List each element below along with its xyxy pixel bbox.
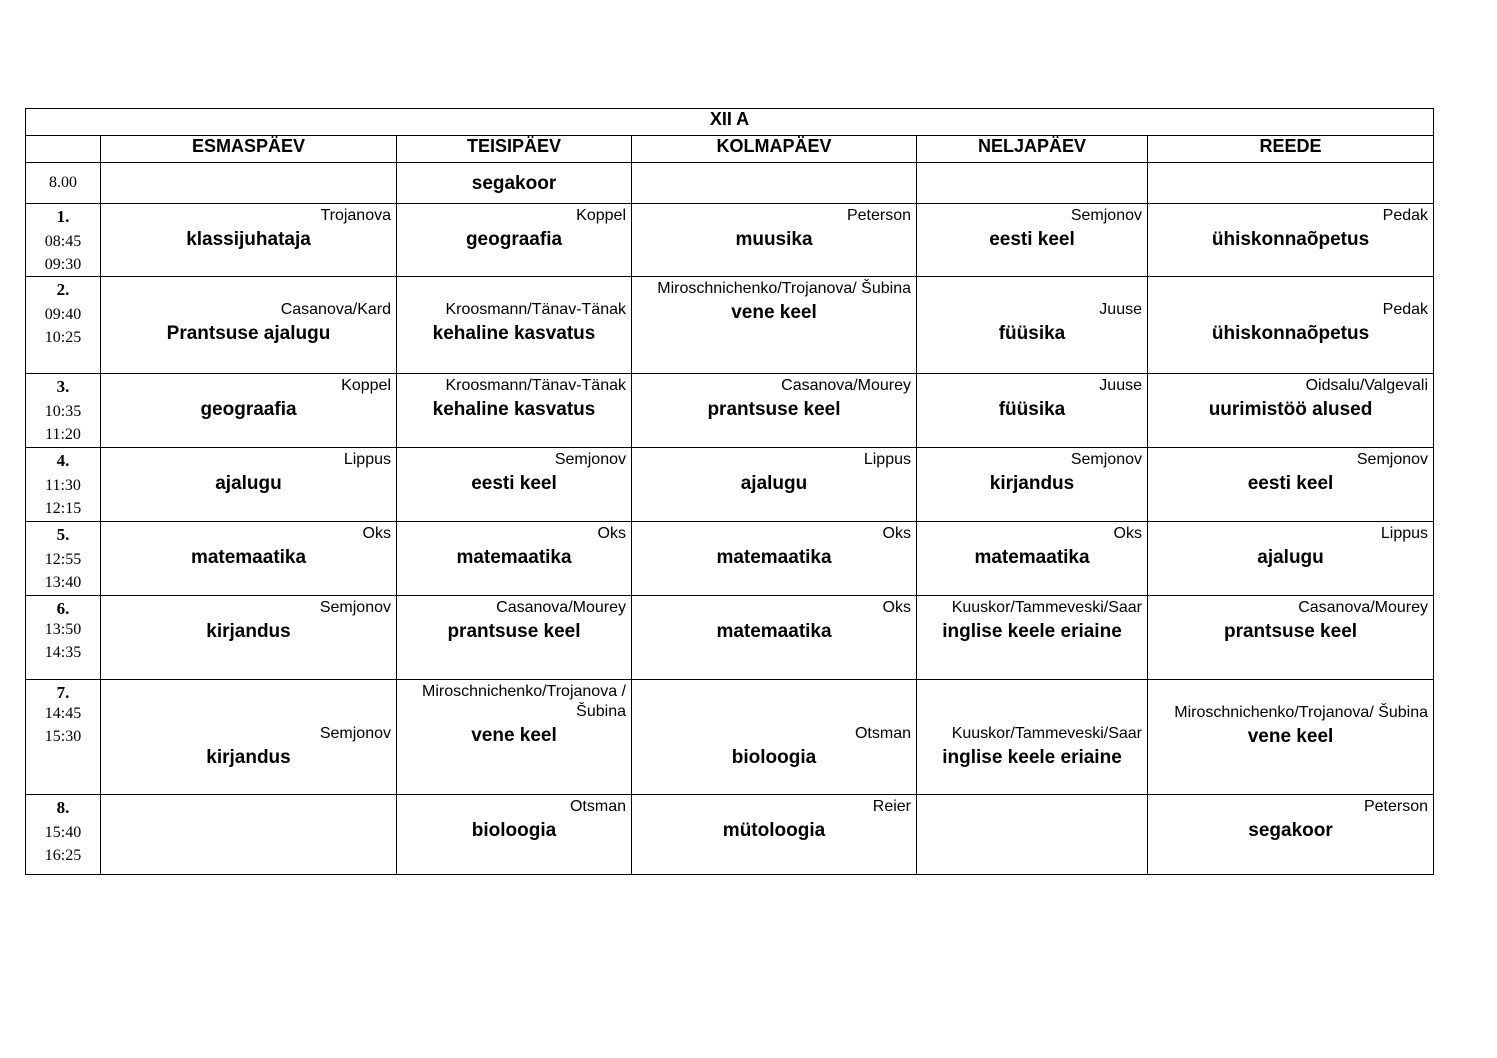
subject-name: matemaatika bbox=[716, 547, 832, 568]
lesson-cell-friday bbox=[1148, 680, 1434, 795]
lesson-cell-monday bbox=[101, 680, 397, 795]
lesson-cell-tuesday bbox=[397, 277, 632, 374]
subject-name: vene keel bbox=[1247, 726, 1334, 747]
lesson-cell-tuesday bbox=[397, 374, 632, 448]
subject-name: eesti keel bbox=[1247, 473, 1334, 494]
lesson-row bbox=[26, 522, 1434, 596]
teacher-name: Casanova/Mourey bbox=[496, 599, 626, 616]
teacher-name: Kuuskor/Tammeveski/Saar bbox=[951, 725, 1142, 742]
lesson-start-time: 11:30 bbox=[45, 477, 81, 494]
subject-name: geograafia bbox=[200, 399, 297, 420]
subject-name: matemaatika bbox=[190, 547, 307, 568]
lesson-number: 7. bbox=[56, 683, 70, 702]
lesson-cell-wednesday bbox=[632, 795, 917, 875]
day-header-row bbox=[26, 136, 1434, 163]
subject-name: kirjandus bbox=[989, 473, 1075, 494]
subject-name: vene keel bbox=[471, 725, 557, 746]
lesson-time-cell bbox=[26, 374, 101, 448]
subject-name: prantsuse keel bbox=[707, 399, 841, 420]
lesson-end-time: 11:20 bbox=[45, 426, 81, 443]
lesson-number: 1. bbox=[56, 207, 70, 226]
teacher-name: Casanova/Mourey bbox=[781, 377, 911, 394]
lesson-end-time: 12:15 bbox=[44, 500, 82, 517]
lesson-cell-tuesday bbox=[397, 795, 632, 875]
lesson-cell-monday bbox=[101, 204, 397, 277]
lesson-start-time: 15:40 bbox=[44, 824, 82, 841]
teacher-name: Lippus bbox=[1380, 525, 1429, 542]
teacher-name: Pedak bbox=[1382, 301, 1429, 318]
day-header-tuesday: TEISIPÄEV bbox=[397, 136, 632, 163]
lesson-number: 8. bbox=[56, 798, 70, 817]
lesson-end-time: 14:35 bbox=[44, 644, 82, 661]
lesson-cell-tuesday bbox=[397, 680, 632, 795]
lesson-cell-wednesday bbox=[632, 522, 917, 596]
lesson-number: 5. bbox=[56, 525, 70, 544]
lesson-number: 4. bbox=[56, 451, 70, 470]
lesson-cell-thursday bbox=[917, 277, 1148, 374]
lesson-cell-friday bbox=[1148, 204, 1434, 277]
teacher-name: Otsman bbox=[854, 725, 911, 742]
lesson-end-time: 10:25 bbox=[44, 329, 82, 346]
teacher-name: Oks bbox=[882, 525, 911, 542]
teacher-name: Oks bbox=[597, 525, 626, 542]
lesson-row bbox=[26, 448, 1434, 522]
teacher-name: Semjonov bbox=[554, 451, 626, 468]
lesson-start-time: 09:40 bbox=[44, 306, 82, 323]
timetable bbox=[25, 108, 1434, 875]
subject-name: klassijuhataja bbox=[186, 229, 311, 250]
teacher-name: Semjonov bbox=[1356, 451, 1429, 468]
lesson-cell-thursday bbox=[917, 448, 1148, 522]
lesson-end-time: 16:25 bbox=[44, 847, 82, 864]
lesson-row bbox=[26, 795, 1434, 875]
teacher-name: Semjonov bbox=[1070, 451, 1142, 468]
lesson-cell-thursday bbox=[917, 163, 1148, 204]
subject-name: prantsuse keel bbox=[1223, 621, 1358, 642]
lesson-cell-friday bbox=[1148, 448, 1434, 522]
teacher-name: Oks bbox=[1113, 525, 1142, 542]
lesson-cell-thursday bbox=[917, 596, 1148, 680]
lesson-time-cell bbox=[26, 204, 101, 277]
lesson-start-time: 14:45 bbox=[44, 705, 82, 722]
subject-name: kehaline kasvatus bbox=[432, 399, 596, 420]
lesson-cell-monday bbox=[101, 522, 397, 596]
lesson-time-cell bbox=[26, 795, 101, 875]
lesson-cell-monday bbox=[101, 448, 397, 522]
teacher-name: Koppel bbox=[576, 207, 626, 224]
lesson-time-cell bbox=[26, 163, 101, 204]
teacher-name: Casanova/Mourey bbox=[1298, 599, 1429, 616]
lesson-time-cell bbox=[26, 277, 101, 374]
teacher-name: Kroosmann/Tänav-Tänak bbox=[445, 301, 626, 318]
lesson-cell-monday bbox=[101, 374, 397, 448]
subject-name: bioloogia bbox=[471, 820, 557, 841]
teacher-name: Casanova/Kard bbox=[280, 301, 391, 318]
lesson-cell-tuesday bbox=[397, 163, 632, 204]
teacher-name: Kroosmann/Tänav-Tänak bbox=[445, 377, 626, 394]
teacher-name: Miroschnichenko/Trojanova/ Šubina bbox=[1174, 704, 1429, 721]
teacher-name: Koppel bbox=[341, 377, 391, 394]
lesson-cell-friday bbox=[1148, 522, 1434, 596]
lesson-row bbox=[26, 204, 1434, 277]
lesson-cell-monday bbox=[101, 277, 397, 374]
lesson-cell-thursday bbox=[917, 522, 1148, 596]
lesson-end-time: 15:30 bbox=[44, 728, 82, 745]
day-header-monday: ESMASPÄEV bbox=[101, 136, 397, 163]
teacher-name: Juuse bbox=[1099, 301, 1142, 318]
lesson-start-time: 8.00 bbox=[49, 174, 77, 191]
lesson-number: 3. bbox=[56, 377, 70, 396]
lesson-start-time: 13:50 bbox=[44, 621, 82, 638]
subject-name: uurimistöö alused bbox=[1208, 399, 1373, 420]
day-header-thursday: NELJAPÄEV bbox=[917, 136, 1148, 163]
lesson-time-cell bbox=[26, 448, 101, 522]
teacher-name: Pedak bbox=[1382, 207, 1429, 224]
subject-name: mütoloogia bbox=[722, 820, 826, 841]
lesson-cell-wednesday bbox=[632, 596, 917, 680]
subject-name: ajalugu bbox=[1257, 547, 1324, 568]
lesson-start-time: 12:55 bbox=[44, 551, 82, 568]
teacher-name: Miroschnichenko/Trojanova/ Šubina bbox=[657, 280, 911, 297]
teacher-name: Oidsalu/Valgevali bbox=[1305, 377, 1429, 394]
lesson-cell-wednesday bbox=[632, 680, 917, 795]
subject-name: ühiskonnaõpetus bbox=[1211, 229, 1370, 250]
subject-name: matemaatika bbox=[456, 547, 572, 568]
teacher-name: Semjonov bbox=[319, 599, 391, 616]
lesson-cell-wednesday bbox=[632, 204, 917, 277]
lesson-time-cell bbox=[26, 596, 101, 680]
lesson-row bbox=[26, 596, 1434, 680]
subject-name: kirjandus bbox=[206, 747, 291, 768]
lesson-cell-monday bbox=[101, 163, 397, 204]
lesson-cell-friday bbox=[1148, 374, 1434, 448]
lesson-row bbox=[26, 374, 1434, 448]
lesson-row bbox=[26, 277, 1434, 374]
day-header-friday: REEDE bbox=[1148, 136, 1434, 163]
day-header-wednesday: KOLMAPÄEV bbox=[632, 136, 917, 163]
lesson-cell-monday bbox=[101, 596, 397, 680]
teacher-name: Reier bbox=[872, 798, 911, 815]
subject-name: kehaline kasvatus bbox=[432, 323, 596, 344]
lesson-row bbox=[26, 680, 1434, 795]
class-title: XII A bbox=[26, 109, 1434, 136]
lesson-cell-tuesday bbox=[397, 448, 632, 522]
teacher-name: Trojanova bbox=[320, 207, 391, 224]
lesson-number: 2. bbox=[56, 280, 70, 299]
lesson-cell-tuesday bbox=[397, 522, 632, 596]
subject-name: segakoor bbox=[471, 173, 557, 194]
teacher-name: Oks bbox=[882, 599, 911, 616]
lesson-cell-friday bbox=[1148, 163, 1434, 204]
lesson-end-time: 09:30 bbox=[44, 256, 82, 273]
lesson-end-time: 13:40 bbox=[44, 574, 82, 591]
lesson-cell-tuesday bbox=[397, 596, 632, 680]
lesson-row bbox=[26, 163, 1434, 204]
lesson-start-time: 10:35 bbox=[44, 403, 82, 420]
subject-name: füüsika bbox=[998, 399, 1066, 420]
subject-name: Prantsuse ajalugu bbox=[166, 323, 331, 344]
teacher-name: Oks bbox=[362, 525, 391, 542]
subject-name: segakoor bbox=[1248, 820, 1333, 841]
teacher-name: Semjonov bbox=[319, 725, 391, 742]
subject-name: prantsuse keel bbox=[447, 621, 581, 642]
teacher-name: Juuse bbox=[1099, 377, 1142, 394]
lesson-start-time: 08:45 bbox=[44, 233, 82, 250]
lesson-cell-tuesday bbox=[397, 204, 632, 277]
teacher-name: Lippus bbox=[863, 451, 911, 468]
subject-name: vene keel bbox=[731, 302, 817, 323]
subject-name: kirjandus bbox=[206, 621, 291, 642]
teacher-name: Peterson bbox=[1363, 798, 1429, 815]
lesson-time-cell bbox=[26, 680, 101, 795]
subject-name: ajalugu bbox=[215, 473, 282, 494]
subject-name: ühiskonnaõpetus bbox=[1211, 323, 1370, 344]
subject-name: eesti keel bbox=[471, 473, 557, 494]
lesson-cell-wednesday bbox=[632, 163, 917, 204]
subject-name: geograafia bbox=[465, 229, 563, 250]
lesson-cell-monday bbox=[101, 795, 397, 875]
lesson-cell-thursday bbox=[917, 680, 1148, 795]
subject-name: inglise keele eriaine bbox=[942, 747, 1122, 768]
title-row bbox=[26, 109, 1434, 136]
teacher-name: Kuuskor/Tammeveski/Saar bbox=[951, 599, 1142, 616]
subject-name: matemaatika bbox=[716, 621, 832, 642]
lesson-cell-thursday bbox=[917, 204, 1148, 277]
subject-name: ajalugu bbox=[740, 473, 808, 494]
lesson-time-cell bbox=[26, 522, 101, 596]
lesson-cell-wednesday bbox=[632, 277, 917, 374]
lesson-cell-thursday bbox=[917, 795, 1148, 875]
teacher-name: Lippus bbox=[343, 451, 391, 468]
lesson-cell-wednesday bbox=[632, 448, 917, 522]
lesson-cell-wednesday bbox=[632, 374, 917, 448]
lesson-cell-friday bbox=[1148, 795, 1434, 875]
subject-name: matemaatika bbox=[974, 547, 1090, 568]
lesson-number: 6. bbox=[56, 599, 70, 618]
teacher-name: Miroschnichenko/Trojanova / Šubina bbox=[422, 683, 626, 720]
teacher-name: Semjonov bbox=[1070, 207, 1142, 224]
lesson-cell-thursday bbox=[917, 374, 1148, 448]
teacher-name: Otsman bbox=[569, 798, 626, 815]
subject-name: bioloogia bbox=[731, 747, 817, 768]
lesson-cell-friday bbox=[1148, 277, 1434, 374]
corner-cell bbox=[26, 136, 101, 163]
subject-name: eesti keel bbox=[989, 229, 1075, 250]
subject-name: füüsika bbox=[998, 323, 1066, 344]
subject-name: inglise keele eriaine bbox=[942, 621, 1122, 642]
subject-name: muusika bbox=[735, 229, 813, 250]
lesson-cell-friday bbox=[1148, 596, 1434, 680]
teacher-name: Peterson bbox=[846, 207, 911, 224]
